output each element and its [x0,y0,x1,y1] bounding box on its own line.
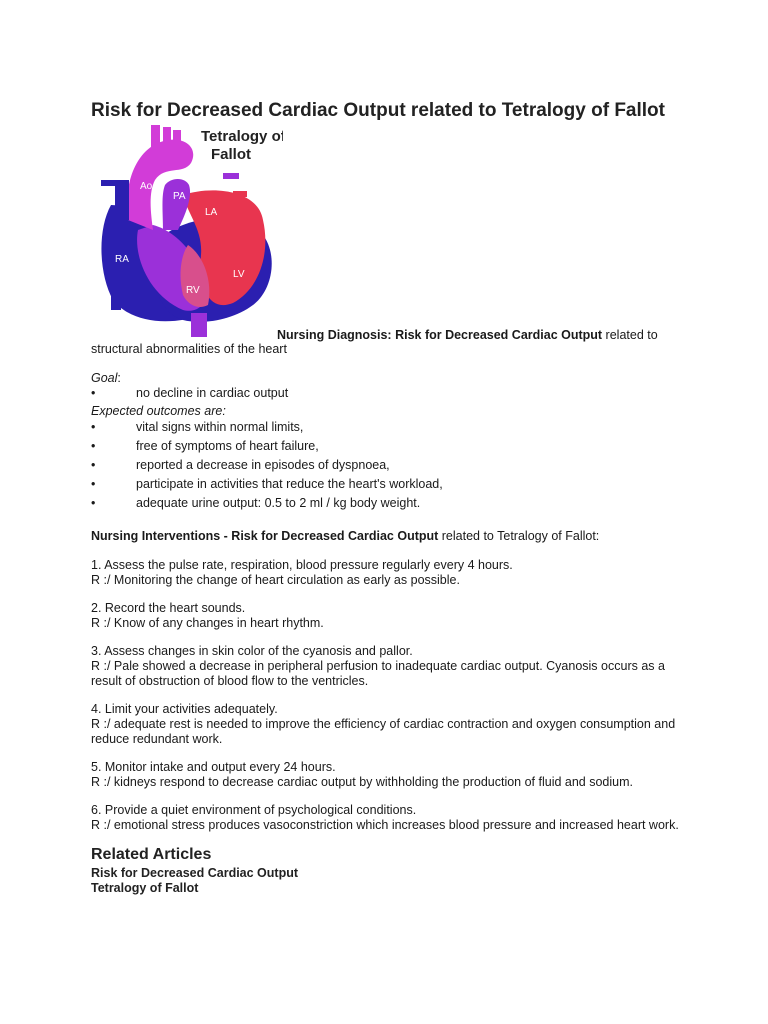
outcome-item [91,439,691,458]
goal-item [91,386,691,405]
intervention-action: 5. Monitor intake and output every 24 hours. [91,760,336,774]
goal-label-text: Goal [91,371,118,385]
outcome-item [91,477,691,496]
goal-label [91,371,121,386]
descending-vessel [191,313,207,337]
outcome-item [91,458,691,477]
pulmonary-vein-3 [223,173,239,179]
aorta-branch-1 [151,125,160,147]
pulmonary-vein-2 [233,207,249,213]
intervention-2 [91,601,691,631]
intervention-rationale: R :/ Know of any changes in heart rhythm. [91,616,324,630]
intervention-rationale: R :/ emotional stress produces vasoconstriction which increases blood pressure and increased heart work. [91,818,679,832]
label-pa: PA [173,191,186,202]
intervention-rationale: R :/ Monitoring the change of heart circulation as early as possible. [91,573,460,587]
label-ra: RA [115,254,129,265]
interventions-heading-bold: Nursing Interventions - Risk for Decreased Cardiac Output [91,529,439,543]
aorta-branch-3 [173,130,181,146]
intervention-action: 6. Provide a quiet environment of psychological conditions. [91,803,417,817]
outcome-item-text: adequate urine output: 0.5 to 2 ml / kg body weight. [136,496,421,510]
inferior-vena-cava [111,290,121,310]
bullet: • [91,496,96,510]
figure-title-line2: Fallot [211,146,251,163]
outcome-item-text: free of symptoms of heart failure, [136,439,319,453]
bullet: • [91,439,96,453]
interventions-heading-rest: related to Tetralogy of Fallot: [438,529,600,543]
intervention-action: 1. Assess the pulse rate, respiration, blood pressure regularly every 4 hours. [91,558,513,572]
bullet: • [91,386,96,400]
interventions-heading [91,529,599,544]
nursing-diagnosis-line1 [277,328,658,343]
outcome-item-text: reported a decrease in episodes of dyspnoea, [136,458,390,472]
intervention-6 [91,803,691,833]
label-lv: LV [233,269,245,280]
outcome-item-text: participate in activities that reduce the heart's workload, [136,477,443,491]
outcomes-list [91,420,691,515]
outcomes-label: Expected outcomes are: [91,404,226,418]
pulmonary-artery-shape [163,179,191,230]
intervention-3 [91,644,691,689]
intervention-action: 2. Record the heart sounds. [91,601,246,615]
outcome-item-text: vital signs within normal limits, [136,420,304,434]
goal-list [91,386,691,405]
intervention-4 [91,702,691,747]
intervention-5 [91,760,691,790]
pulmonary-vein-1 [233,191,247,197]
intervention-1 [91,558,691,588]
goal-item-text: no decline in cardiac output [136,386,289,400]
intervention-action: 3. Assess changes in skin color of the cyanosis and pallor. [91,644,413,658]
goal-label-colon: : [117,371,121,385]
nursing-diagnosis-rest: related to [602,328,658,342]
outcome-item [91,420,691,439]
bullet: • [91,477,96,491]
label-rv: RV [186,285,200,296]
related-article-link[interactable]: Tetralogy of Fallot [91,881,199,895]
nursing-diagnosis-bold: Nursing Diagnosis: Risk for Decreased Cardiac Output [277,328,603,342]
label-la: LA [205,207,218,218]
heart-illustration [93,125,283,340]
tetralogy-heart-diagram [93,125,283,340]
label-ao: Ao [140,181,153,192]
page-title: Risk for Decreased Cardiac Output related to Tetralogy of Fallot [91,100,665,121]
related-article-link[interactable]: Risk for Decreased Cardiac Output [91,866,299,880]
nursing-diagnosis-line2: structural abnormalities of the heart [91,342,287,356]
intervention-rationale: R :/ adequate rest is needed to improve the efficiency of cardiac contraction and oxygen consumption and reduce redundant work. [91,717,676,746]
left-vessel-stub [101,180,115,186]
intervention-rationale: R :/ Pale showed a decrease in peripheral perfusion to inadequate cardiac output. Cyanosis occurs as a result of obstruction of blood flow to the ventricles. [91,659,665,688]
outcome-item [91,496,691,515]
figure-title-line1: Tetralogy of [201,128,283,145]
vena-cava [115,180,129,220]
aorta-branch-2 [163,127,171,145]
intervention-rationale: R :/ kidneys respond to decrease cardiac output by withholding the production of fluid and sodium. [91,775,633,789]
related-articles-heading: Related Articles [91,846,212,863]
intervention-action: 4. Limit your activities adequately. [91,702,278,716]
bullet: • [91,420,96,434]
bullet: • [91,458,96,472]
